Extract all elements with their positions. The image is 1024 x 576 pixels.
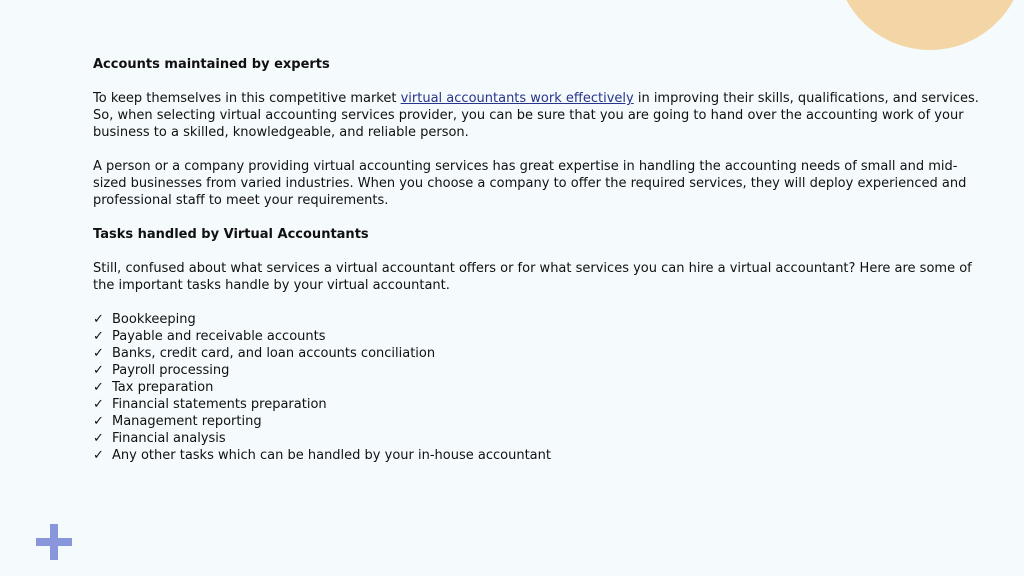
paragraph-text: To keep themselves in this competitive market xyxy=(93,91,401,106)
list-item xyxy=(93,396,983,413)
check-icon: ✓ xyxy=(93,397,104,412)
document-body xyxy=(93,56,983,464)
list-item xyxy=(93,311,983,328)
paragraph-text: in improving their skills, qualifications, and services. So, when selecting virtual accounting services provider, you can be sure that you are going to hand over the accounting work of your business to a skilled, knowledgeable, and reliable person. xyxy=(93,91,979,140)
paragraph-expertise: A person or a company providing virtual accounting services has great expertise in handling the accounting needs of small and mid-sized businesses from varied industries. When you choose a company to offer the required services, they will deploy experienced and professional staff to meet your requirements. xyxy=(93,159,967,208)
check-icon: ✓ xyxy=(93,448,104,463)
plus-icon xyxy=(36,524,72,560)
check-icon: ✓ xyxy=(93,363,104,378)
check-icon: ✓ xyxy=(93,431,104,446)
task-list xyxy=(93,311,983,464)
task-label: Payroll processing xyxy=(112,363,230,378)
task-label: Any other tasks which can be handled by your in-house accountant xyxy=(112,448,551,463)
task-label: Financial statements preparation xyxy=(112,397,327,412)
list-item xyxy=(93,447,983,464)
task-label: Management reporting xyxy=(112,414,262,429)
check-icon: ✓ xyxy=(93,329,104,344)
check-icon: ✓ xyxy=(93,380,104,395)
list-item xyxy=(93,328,983,345)
list-item xyxy=(93,362,983,379)
task-label: Payable and receivable accounts xyxy=(112,329,326,344)
task-label: Bookkeeping xyxy=(112,312,196,327)
virtual-accountants-link[interactable]: virtual accountants work effectively xyxy=(400,91,634,106)
task-label: Financial analysis xyxy=(112,431,226,446)
list-item xyxy=(93,413,983,430)
check-icon: ✓ xyxy=(93,346,104,361)
plus-bar-vertical xyxy=(50,524,58,560)
list-item xyxy=(93,345,983,362)
paragraph-tasks-intro: Still, confused about what services a virtual accountant offers or for what services you can hire a virtual accountant? Here are some of the important tasks handle by your virtual accountant. xyxy=(93,261,972,293)
list-item xyxy=(93,379,983,396)
check-icon: ✓ xyxy=(93,414,104,429)
section-heading-tasks: Tasks handled by Virtual Accountants xyxy=(93,227,369,242)
check-icon: ✓ xyxy=(93,312,104,327)
paragraph-competitive-market xyxy=(93,90,983,141)
section-heading-accounts: Accounts maintained by experts xyxy=(93,57,330,72)
list-item xyxy=(93,430,983,447)
decorative-blob xyxy=(835,0,1024,50)
task-label: Banks, credit card, and loan accounts conciliation xyxy=(112,346,436,361)
task-label: Tax preparation xyxy=(112,380,214,395)
